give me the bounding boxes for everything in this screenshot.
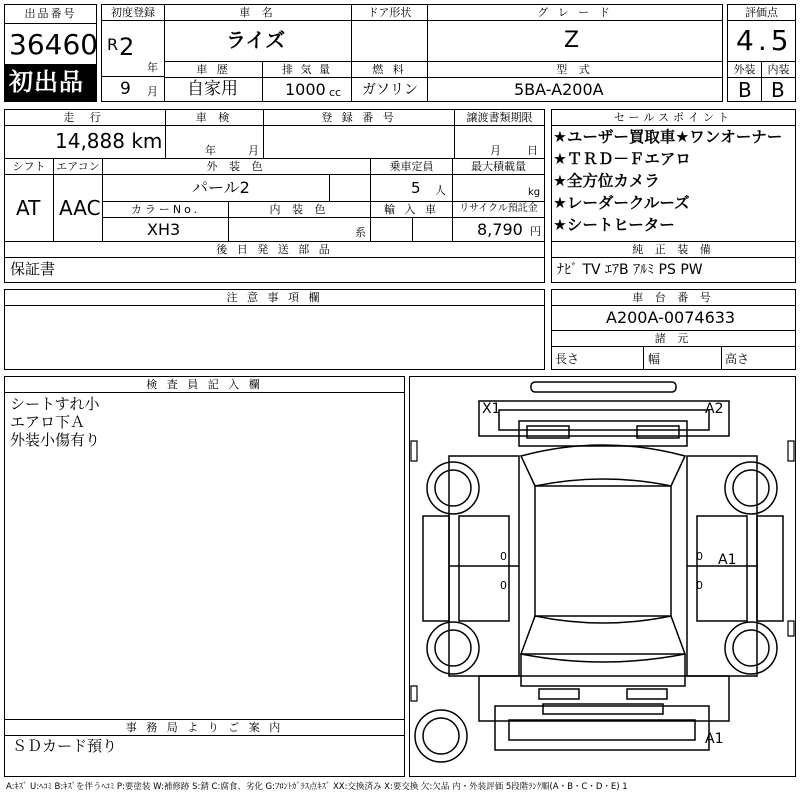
load-unit: kg [528, 187, 541, 198]
sale-points-label: セールスポイント [613, 111, 733, 124]
score-label: 評価点 [745, 6, 778, 19]
era-year: 2 [119, 33, 135, 61]
transfer-label: 譲渡書類期限 [466, 111, 533, 124]
inspector-label: 検 査 員 記 入 欄 [146, 378, 263, 391]
sale-point-item: ★ＴＲＤ－Ｆエアロ [553, 150, 691, 168]
damage-mark: A2 [705, 401, 724, 417]
equipment: ﾅﾋﾞ TV ｴｱB ｱﾙﾐ PS PW [557, 262, 703, 278]
door-cell [351, 20, 428, 62]
ac: AAC [59, 196, 101, 220]
inspection-month-unit: 月 [248, 144, 259, 157]
grade: Z [564, 28, 580, 53]
ext-color-label: 外 装 色 [206, 160, 267, 173]
width-label: 幅 [648, 352, 661, 366]
import-cell-right [412, 217, 453, 242]
displacement-unit: cc [329, 86, 342, 99]
office-label: 事 務 局 よ り ご 案 内 [125, 721, 284, 734]
int-color-cell [228, 217, 371, 242]
notes-cell [4, 305, 545, 370]
side-marker: 0 [696, 579, 703, 592]
inspection-label: 車 検 [195, 111, 234, 124]
length-label: 長さ [555, 352, 580, 366]
transfer-day-unit: 日 [527, 144, 538, 157]
exterior-score: B [738, 78, 752, 102]
inspection-year-unit: 年 [205, 144, 216, 157]
first-listing-text: 初出品 [9, 68, 84, 96]
import-label: 輸 入 車 [384, 203, 439, 216]
office-value: ＳＤカード預り [12, 737, 118, 755]
era-letter: R [107, 35, 119, 54]
displacement: 1000 [285, 80, 326, 99]
interior-label: 内装 [767, 63, 790, 76]
reg-no-label: 登 録 番 号 [321, 111, 397, 124]
car-name-label: 車 名 [239, 6, 277, 19]
recycle-unit: 円 [530, 225, 541, 238]
damage-mark: X1 [482, 401, 501, 417]
score: 4.5 [736, 24, 793, 57]
mileage-label: 走 行 [63, 111, 107, 124]
reg-no-cell [263, 125, 455, 159]
model-code: 5BA-A200A [514, 80, 604, 99]
later-parts-cell [4, 257, 545, 283]
recycle-label: リサイクル預託金 [459, 203, 538, 214]
capacity-label: 乗車定員 [389, 160, 434, 173]
sale-point-item: ★レーダークルーズ [553, 194, 690, 212]
ext-color-side-cell [329, 174, 371, 202]
load-label: 最大積載量 [471, 160, 526, 173]
side-marker: 0 [500, 550, 507, 563]
fuel-label: 燃 料 [372, 63, 407, 76]
ac-label: エアコン [56, 160, 100, 173]
import-cell-left [370, 217, 413, 242]
first-reg-label: 初度登録 [111, 6, 155, 19]
grade-label: グ レ ー ド [537, 6, 613, 19]
notes-label: 注 意 事 項 欄 [226, 291, 323, 304]
chassis-no: A200A-0074633 [606, 308, 736, 327]
transfer-month-unit: 月 [490, 144, 501, 157]
int-color-label: 内 装 色 [269, 203, 330, 216]
year-unit: 年 [147, 61, 158, 74]
shift-label: シフト [12, 160, 46, 173]
recycle-fee: 8,790 [477, 220, 523, 239]
later-parts-label: 後 日 発 送 部 品 [216, 243, 333, 256]
capacity: 5 [411, 179, 421, 197]
legend-text: A:ｷｽﾞ U:ﾍｺﾐ B:ｷｽﾞを伴うﾍｺﾐ P:要塗装 W:補修跡 S:錆 C:腐食、劣化 G:ﾌﾛﾝﾄｶﾞﾗｽ点ｷｽﾞ XX:交換済み X:要交換 欠:欠品 内・外装評価 5段階ﾗﾝｸ順(A・B・C・D・E) 1 [6, 782, 628, 792]
car-name: ライズ [226, 28, 286, 52]
chassis-label: 車 台 番 号 [632, 291, 715, 304]
dims-label: 諸 元 [654, 332, 693, 345]
history: 自家用 [187, 79, 238, 99]
lot-no-label: 出品番号 [24, 7, 77, 20]
capacity-unit: 人 [435, 184, 446, 197]
height-label: 高さ [725, 352, 750, 366]
equipment-label: 純 正 装 備 [632, 243, 715, 256]
color-no-label: カラーNo. [130, 203, 201, 216]
sale-point-item: ★ユーザー買取車★ワンオーナー [553, 128, 783, 146]
sale-point-item: ★シートヒーター [553, 216, 675, 234]
int-color-suffix: 系 [355, 226, 366, 239]
exterior-label: 外装 [733, 63, 756, 76]
displacement-label: 排 気 量 [282, 63, 332, 76]
side-marker: 0 [500, 579, 507, 592]
inspector-line: エアロ下Ａ [10, 413, 86, 431]
interior-score: B [771, 78, 785, 102]
car-diagram [409, 376, 796, 777]
color-no: XH3 [147, 220, 181, 239]
inspector-line: シートすれ小 [10, 395, 100, 413]
sale-point-item: ★全方位カメラ [553, 172, 660, 190]
door-label: ドア形状 [367, 6, 412, 19]
fuel: ガソリン [362, 82, 418, 98]
mileage: 14,888 km [55, 129, 163, 153]
month-unit: 月 [147, 85, 158, 98]
first-reg-month: 9 [120, 79, 131, 99]
model-label: 型 式 [556, 63, 594, 76]
inspector-line: 外装小傷有り [10, 431, 101, 449]
lot-no: 36460 [9, 28, 99, 61]
history-label: 車 歴 [196, 63, 231, 76]
ext-color: パール2 [192, 178, 250, 197]
shift: AT [16, 196, 41, 220]
damage-mark: A1 [705, 731, 724, 747]
later-parts: 保証書 [10, 260, 56, 278]
side-marker: 0 [696, 550, 703, 563]
damage-mark: A1 [718, 552, 737, 568]
